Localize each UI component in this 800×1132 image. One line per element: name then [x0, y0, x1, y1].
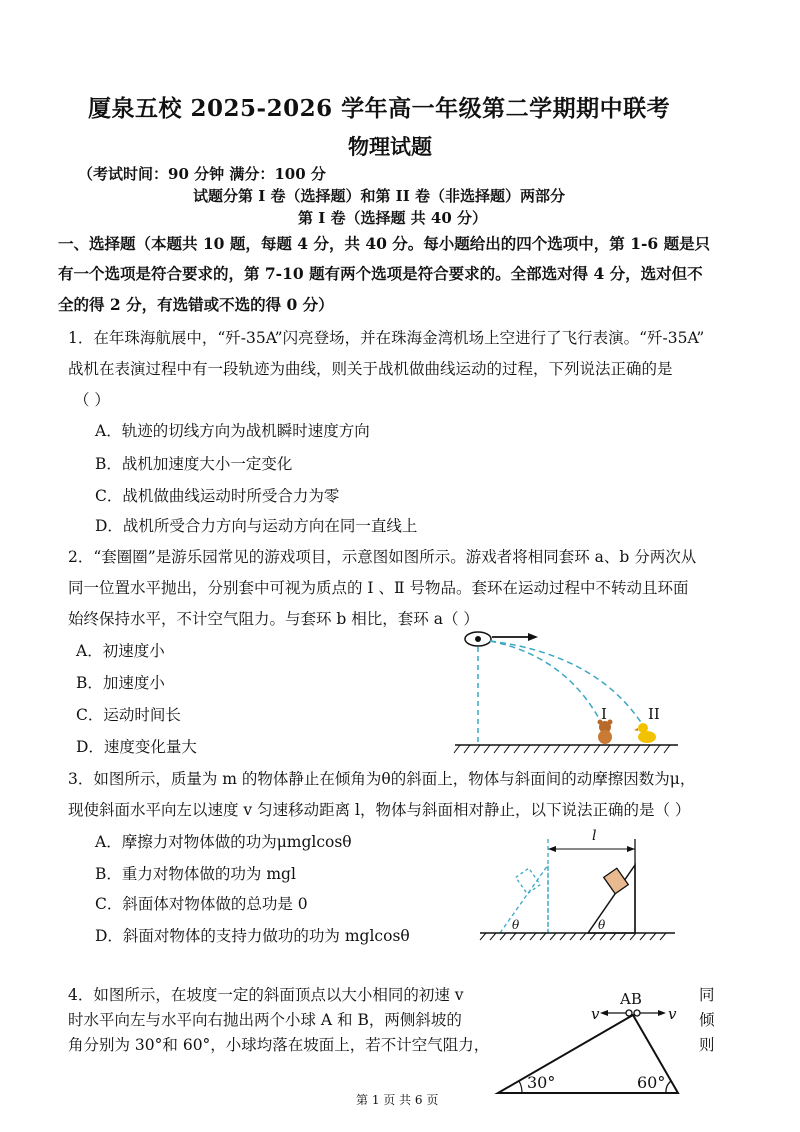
- q3-stem-line2: 现使斜面水平向左以速度 v 匀速移动距离 l，物体与斜面相对静止，以下说法正确的是（ ）: [68, 801, 691, 819]
- q4-stem-line1: 4．如图所示，在坡度一定的斜面顶点以大小相同的初速 v: [68, 986, 464, 1004]
- q4-stem-line3-end: 则: [699, 1036, 715, 1054]
- q1-answer-paren: （ ）: [74, 391, 110, 409]
- q2-option-c: C．运动时间长: [76, 706, 181, 724]
- q1-option-d: D．战机所受合力方向与运动方向在同一直线上: [95, 517, 418, 535]
- q1-stem-line2: 战机在表演过程中有一段轨迹为曲线，则关于战机做曲线运动的过程，下列说法正确的是: [68, 360, 673, 378]
- q4-fig-30: 30°: [527, 1073, 556, 1092]
- q2-option-b: B．加速度小: [76, 674, 165, 692]
- q1-option-c: C．战机做曲线运动时所受合力为零: [95, 487, 340, 505]
- trajectory-b: [490, 641, 646, 730]
- exam-info: （考试时间：90 分钟 满分：100 分: [78, 165, 326, 183]
- q4-stem-line3: 角分别为 30°和 60°，小球均落在坡面上，若不计空气阻力，: [68, 1036, 490, 1054]
- q2-stem-line3: 始终保持水平，不计空气阻力。与套环 b 相比，套环 a（ ）: [68, 610, 479, 628]
- q1-stem-line1: 1．在年珠海航展中，“歼-35A”闪亮登场，并在珠海金湾机场上空进行了飞行表演。“歼-35A”: [68, 329, 705, 347]
- q2-option-d: D．速度变化量大: [76, 738, 197, 756]
- trajectory-a: [490, 641, 605, 730]
- section-instructions-line1: 一、选择题（本题共 10 题，每题 4 分，共 40 分。每小题给出的四个选项中，第 1-6 题是只: [58, 234, 711, 253]
- q3-option-c: C．斜面体对物体做的总功是 0: [95, 895, 308, 913]
- q4-fig-ab: AB: [620, 990, 642, 1008]
- q4-stem-line2: 时水平向左与水平向右抛出两个小球 A 和 B，两侧斜坡的: [68, 1011, 462, 1029]
- incline-ghost: [500, 865, 548, 933]
- section-instructions-line3: 全的得 2 分，有选错或不选的得 0 分）: [58, 295, 334, 314]
- q3-stem-line1: 3．如图所示，质量为 m 的物体静止在倾角为θ的斜面上，物体与斜面间的动摩擦因数为μ，: [68, 770, 696, 788]
- q4-fig-v-right: v: [668, 1005, 677, 1023]
- q2-fig-label-2: II: [648, 705, 660, 723]
- q2-stem-line1: 2．“套圈圈”是游乐园常见的游戏项目，示意图如图所示。游戏者将相同套环 a、b 分两次从: [68, 548, 697, 566]
- q2-stem-line2: 同一位置水平抛出，分别套中可视为质点的 Ⅰ 、Ⅱ 号物品。套环在运动过程中不转动且环面: [68, 579, 689, 597]
- section-instructions-line2: 有一个选项是符合要求的，第 7-10 题有两个选项是符合要求的。全部选对得 4 分，选对但不: [58, 264, 703, 283]
- page-footer: 第 1 页 共 6 页: [356, 1093, 439, 1107]
- part1-heading: 第 I 卷（选择题 共 40 分）: [298, 209, 488, 227]
- ball-a: [626, 1010, 632, 1016]
- page-title: 厦泉五校 2025-2026 学年高一年级第二学期期中联考: [88, 95, 671, 122]
- exam-structure: 试题分第 I 卷（选择题）和第 II 卷（非选择题）两部分: [193, 187, 565, 205]
- q3-fig-theta: θ: [598, 918, 606, 932]
- q4-stem-line2-end: 倾: [699, 1011, 715, 1029]
- q2-ring-toss-figure: [450, 625, 690, 755]
- q3-fig-theta-ghost: θ: [512, 918, 520, 932]
- ball-b: [634, 1010, 640, 1016]
- q4-stem-line1-end: 同: [699, 986, 715, 1004]
- q4-fig-v-left: v: [591, 1005, 600, 1023]
- block: [604, 868, 629, 894]
- subject-title: 物理试题: [348, 134, 432, 159]
- q4-fig-60: 60°: [637, 1073, 666, 1092]
- duck-toy-icon: [634, 723, 656, 743]
- q1-option-b: B．战机加速度大小一定变化: [95, 455, 293, 473]
- ground-hatching: [454, 745, 670, 753]
- q2-fig-label-1: I: [601, 705, 607, 723]
- q3-incline-figure: [480, 825, 680, 945]
- q3-fig-l: l: [592, 828, 597, 844]
- q3-option-d: D．斜面对物体的支持力做功的功为 mglcosθ: [95, 927, 410, 945]
- q2-option-a: A．初速度小: [76, 642, 165, 660]
- q1-option-a: A．轨迹的切线方向为战机瞬时速度方向: [95, 422, 370, 440]
- bear-toy-icon: [598, 720, 613, 745]
- q3-option-a: A．摩擦力对物体做的功为μmglcosθ: [95, 833, 352, 851]
- velocity-arrowhead: [528, 633, 538, 641]
- q3-option-b: B．重力对物体做的功为 mgl: [95, 865, 296, 883]
- thrower-eye-icon: [465, 632, 491, 646]
